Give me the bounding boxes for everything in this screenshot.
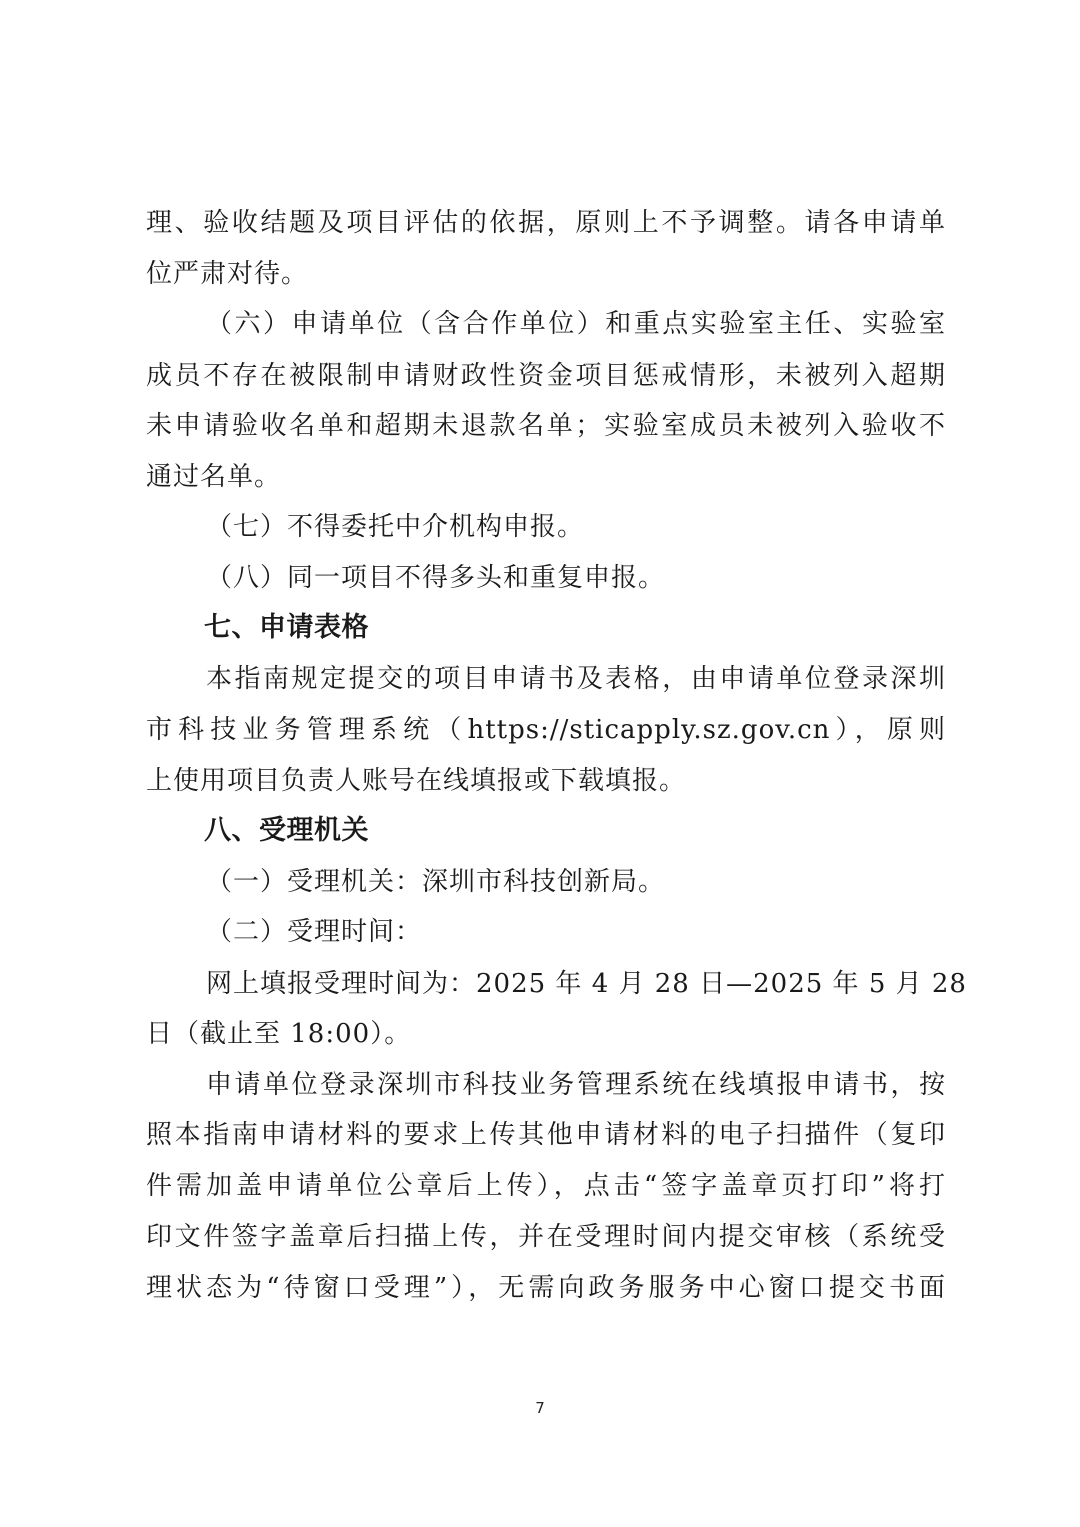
section-heading: 八、受理机关 bbox=[204, 815, 369, 846]
text-line: 照本指南申请材料的要求上传其他申请材料的电子扫描件（复印 bbox=[146, 1120, 946, 1150]
text-line: 未申请验收名单和超期未退款名单；实验室成员未被列入验收不 bbox=[146, 411, 946, 441]
text-line: 件需加盖申请单位公章后上传），点击“签字盖章页打印”将打 bbox=[146, 1171, 946, 1201]
text-line: （一）受理机关：深圳市科技创新局。 bbox=[206, 867, 666, 897]
text-line: （七）不得委托中介机构申报。 bbox=[206, 512, 585, 542]
text-line: 成员不存在被限制申请财政性资金项目惩戒情形，未被列入超期 bbox=[146, 361, 946, 391]
text-line: 网上填报受理时间为：2025 年 4 月 28 日—2025 年 5 月 28 bbox=[206, 969, 967, 999]
text-line: 通过名单。 bbox=[146, 462, 282, 492]
text-line: 申请单位登录深圳市科技业务管理系统在线填报申请书，按 bbox=[206, 1070, 946, 1100]
text-line: 位严肃对待。 bbox=[146, 259, 309, 289]
text-line: （八）同一项目不得多头和重复申报。 bbox=[206, 563, 666, 593]
text-line: （二）受理时间： bbox=[206, 917, 423, 947]
text-line: 理状态为“待窗口受理”），无需向政务服务中心窗口提交书面 bbox=[146, 1273, 946, 1303]
text-line: 理、验收结题及项目评估的依据，原则上不予调整。请各申请单 bbox=[146, 208, 946, 238]
text-line: 市科技业务管理系统（https://sticapply.sz.gov.cn），原则 bbox=[146, 715, 946, 745]
section-heading: 七、申请表格 bbox=[204, 612, 369, 643]
text-line: 本指南规定提交的项目申请书及表格，由申请单位登录深圳 bbox=[206, 664, 946, 694]
text-line: 印文件签字盖章后扫描上传，并在受理时间内提交审核（系统受 bbox=[146, 1222, 946, 1252]
text-line: 日（截止至 18:00）。 bbox=[146, 1019, 412, 1049]
text-line: （六）申请单位（含合作单位）和重点实验室主任、实验室 bbox=[206, 309, 946, 339]
page-number: 7 bbox=[535, 1399, 545, 1417]
text-line: 上使用项目负责人账号在线填报或下载填报。 bbox=[146, 766, 687, 796]
